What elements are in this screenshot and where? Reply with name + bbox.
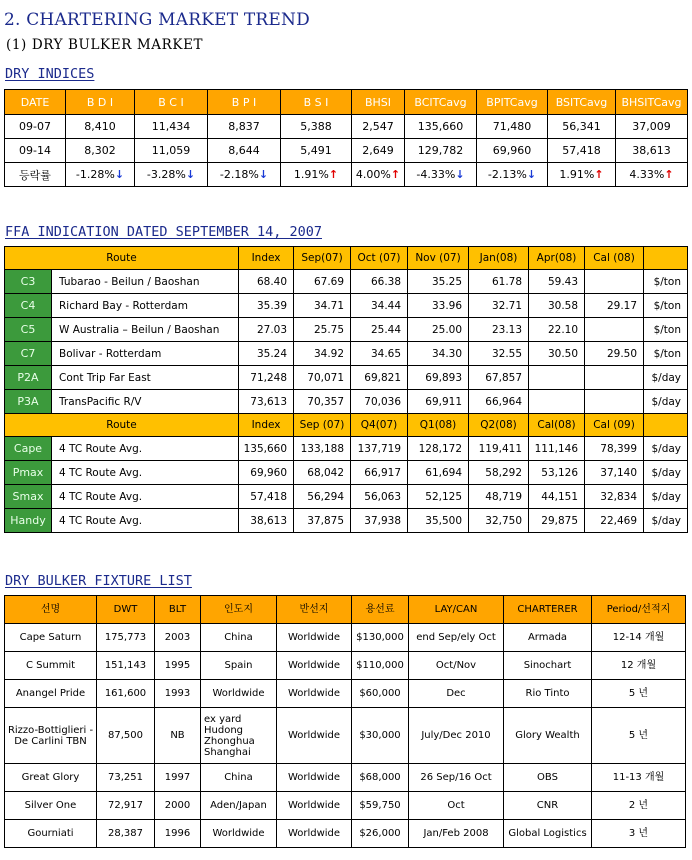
ffa-value: 78,399 — [585, 437, 644, 461]
down-arrow-icon: ↓ — [185, 168, 196, 181]
ffa-value: 111,146 — [529, 437, 585, 461]
ffa-value: 29,875 — [529, 509, 585, 533]
ffa-route-code: Smax — [5, 485, 52, 509]
ffa-header-cell: Nov (07) — [408, 247, 469, 270]
change-value: 1.91% — [293, 168, 329, 181]
fixture-cell: Rio Tinto — [504, 680, 592, 708]
ffa-route-code: C7 — [5, 342, 52, 366]
fixture-cell: $30,000 — [352, 708, 409, 764]
ffa-value: 56,294 — [294, 485, 351, 509]
ffa-value: 53,126 — [529, 461, 585, 485]
fixture-header-row — [5, 596, 686, 624]
fixture-row — [5, 624, 686, 652]
ffa-header-cell: Sep(07) — [294, 247, 351, 270]
ffa-route-name: W Australia – Beilun / Baoshan — [52, 318, 239, 342]
ffa-row — [5, 366, 688, 390]
ffa-header-cell: Index — [239, 247, 294, 270]
dry-indices-heading: DRY INDICES — [5, 66, 95, 82]
fixture-cell: Worldwide — [277, 820, 352, 848]
fixture-cell: Worldwide — [277, 792, 352, 820]
ffa-route-name: 4 TC Route Avg. — [52, 461, 239, 485]
ffa-value — [585, 366, 644, 390]
ffa-value: 29.17 — [585, 294, 644, 318]
fixture-cell: $60,000 — [352, 680, 409, 708]
fixture-header-cell: 선명 — [5, 596, 97, 624]
ffa-value: 27.03 — [239, 318, 294, 342]
ffa-value: 66,917 — [351, 461, 408, 485]
fixture-cell: Jan/Feb 2008 — [409, 820, 504, 848]
ffa-value — [585, 270, 644, 294]
ffa-heading: FFA INDICATION DATED SEPTEMBER 14, 2007 — [5, 224, 322, 240]
ffa-header-cell — [644, 414, 688, 437]
ffa-route-code: C4 — [5, 294, 52, 318]
ffa-route-name: Tubarao - Beilun / Baoshan — [52, 270, 239, 294]
ffa-value: 32,834 — [585, 485, 644, 509]
ffa-header-row-tc — [5, 414, 688, 437]
indices-cell: 37,009 — [616, 115, 688, 139]
indices-cell: 38,613 — [616, 139, 688, 163]
fixture-cell: C Summit — [5, 652, 97, 680]
fixture-cell: 1996 — [155, 820, 201, 848]
ffa-unit: $/ton — [644, 342, 688, 366]
indices-change-cell — [477, 163, 548, 187]
indices-change-cell — [66, 163, 135, 187]
fixture-cell: Silver One — [5, 792, 97, 820]
ffa-value: 133,188 — [294, 437, 351, 461]
ffa-route-name: Cont Trip Far East — [52, 366, 239, 390]
indices-row — [5, 139, 688, 163]
ffa-value: 66,964 — [469, 390, 529, 414]
indices-header-cell: BSITCavg — [548, 90, 616, 115]
fixture-cell: 72,917 — [97, 792, 155, 820]
ffa-value: 56,063 — [351, 485, 408, 509]
indices-cell: 71,480 — [477, 115, 548, 139]
ffa-header-cell: Q4(07) — [351, 414, 408, 437]
fixture-cell: 175,773 — [97, 624, 155, 652]
fixture-row — [5, 820, 686, 848]
ffa-header-cell: Q2(08) — [469, 414, 529, 437]
fixture-cell: Worldwide — [277, 624, 352, 652]
ffa-value: 58,292 — [469, 461, 529, 485]
fixture-cell: China — [201, 764, 277, 792]
ffa-header-cell: Cal (09) — [585, 414, 644, 437]
indices-change-cell — [352, 163, 405, 187]
fixture-cell: China — [201, 624, 277, 652]
fixture-cell: Glory Wealth — [504, 708, 592, 764]
fixture-cell: Global Logistics — [504, 820, 592, 848]
fixture-cell: $26,000 — [352, 820, 409, 848]
ffa-value: 32.55 — [469, 342, 529, 366]
fixture-header-cell: BLT — [155, 596, 201, 624]
ffa-value: 34.30 — [408, 342, 469, 366]
ffa-route-name: Bolivar - Rotterdam — [52, 342, 239, 366]
ffa-value: 61,694 — [408, 461, 469, 485]
indices-cell: 11,059 — [135, 139, 208, 163]
fixture-header-cell: 인도지 — [201, 596, 277, 624]
ffa-value — [585, 318, 644, 342]
fixture-header-cell: Period/선적지 — [592, 596, 686, 624]
ffa-header-cell: Q1(08) — [408, 414, 469, 437]
ffa-unit: $/ton — [644, 294, 688, 318]
fixture-cell: Worldwide — [277, 652, 352, 680]
page-subtitle: (1) DRY BULKER MARKET — [6, 37, 204, 53]
fixture-cell: 12 개월 — [592, 652, 686, 680]
ffa-value: 57,418 — [239, 485, 294, 509]
ffa-value: 70,357 — [294, 390, 351, 414]
fixture-header-cell: 용선료 — [352, 596, 409, 624]
ffa-header-cell: Route — [5, 247, 239, 270]
fixture-cell: 2000 — [155, 792, 201, 820]
fixture-cell: NB — [155, 708, 201, 764]
ffa-value: 38,613 — [239, 509, 294, 533]
indices-header-cell: BCITCavg — [405, 90, 477, 115]
ffa-value: 68,042 — [294, 461, 351, 485]
ffa-route-code: Pmax — [5, 461, 52, 485]
ffa-route-name: 4 TC Route Avg. — [52, 485, 239, 509]
fixture-row — [5, 792, 686, 820]
ffa-value: 34.65 — [351, 342, 408, 366]
ffa-unit: $/day — [644, 461, 688, 485]
indices-cell: 135,660 — [405, 115, 477, 139]
ffa-unit: $/day — [644, 366, 688, 390]
fixture-cell: Great Glory — [5, 764, 97, 792]
fixture-cell: $59,750 — [352, 792, 409, 820]
change-value: -4.33% — [416, 168, 456, 181]
indices-cell: 8,302 — [66, 139, 135, 163]
ffa-row — [5, 294, 688, 318]
ffa-row — [5, 318, 688, 342]
ffa-value: 67.69 — [294, 270, 351, 294]
fixture-cell: Worldwide — [201, 820, 277, 848]
indices-header-cell: B S I — [281, 90, 352, 115]
ffa-value: 35,500 — [408, 509, 469, 533]
fixture-cell: $68,000 — [352, 764, 409, 792]
fixture-header-cell: CHARTERER — [504, 596, 592, 624]
indices-header-cell: DATE — [5, 90, 66, 115]
indices-header-cell: BPITCavg — [477, 90, 548, 115]
ffa-value: 71,248 — [239, 366, 294, 390]
ffa-route-code: C5 — [5, 318, 52, 342]
change-value: 4.00% — [355, 168, 391, 181]
ffa-value: 30.58 — [529, 294, 585, 318]
ffa-row — [5, 437, 688, 461]
fixture-cell: Spain — [201, 652, 277, 680]
indices-cell: 09-14 — [5, 139, 66, 163]
ffa-value: 25.00 — [408, 318, 469, 342]
ffa-value: 33.96 — [408, 294, 469, 318]
fixture-cell: 11-13 개월 — [592, 764, 686, 792]
ffa-value: 29.50 — [585, 342, 644, 366]
ffa-route-name: 4 TC Route Avg. — [52, 509, 239, 533]
ffa-value: 25.44 — [351, 318, 408, 342]
fixture-cell: Gourniati — [5, 820, 97, 848]
ffa-value: 30.50 — [529, 342, 585, 366]
ffa-route-code: Handy — [5, 509, 52, 533]
indices-cell: 56,341 — [548, 115, 616, 139]
ffa-header-cell: Apr(08) — [529, 247, 585, 270]
down-arrow-icon: ↓ — [526, 168, 537, 181]
fixture-cell: 1993 — [155, 680, 201, 708]
change-value: -2.18% — [219, 168, 259, 181]
ffa-header-row — [5, 247, 688, 270]
fixture-cell: 1997 — [155, 764, 201, 792]
fixture-cell: 26 Sep/16 Oct — [409, 764, 504, 792]
page-title: 2. CHARTERING MARKET TREND — [4, 10, 310, 30]
ffa-value: 23.13 — [469, 318, 529, 342]
indices-cell: 5,388 — [281, 115, 352, 139]
fixture-cell: ex yard Hudong Zhonghua Shanghai — [201, 708, 277, 764]
ffa-header-cell: Index — [239, 414, 294, 437]
ffa-row — [5, 509, 688, 533]
fixture-cell: Anangel Pride — [5, 680, 97, 708]
fixture-row — [5, 764, 686, 792]
ffa-route-name: TransPacific R/V — [52, 390, 239, 414]
fixture-cell: Worldwide — [201, 680, 277, 708]
ffa-header-cell: Cal (08) — [585, 247, 644, 270]
ffa-value — [529, 390, 585, 414]
ffa-value: 59.43 — [529, 270, 585, 294]
ffa-value: 37,140 — [585, 461, 644, 485]
indices-cell: 57,418 — [548, 139, 616, 163]
ffa-value: 69,821 — [351, 366, 408, 390]
ffa-table — [4, 246, 688, 533]
fixture-cell: Oct/Nov — [409, 652, 504, 680]
indices-header-cell: B P I — [208, 90, 281, 115]
change-value: 1.91% — [559, 168, 595, 181]
ffa-route-code: P3A — [5, 390, 52, 414]
indices-cell: 09-07 — [5, 115, 66, 139]
fixture-cell: 161,600 — [97, 680, 155, 708]
ffa-row — [5, 342, 688, 366]
fixture-cell: Rizzo-Bottiglieri -De Carlini TBN — [5, 708, 97, 764]
ffa-unit: $/day — [644, 390, 688, 414]
fixture-cell: CNR — [504, 792, 592, 820]
fixture-cell: July/Dec 2010 — [409, 708, 504, 764]
ffa-value: 25.75 — [294, 318, 351, 342]
indices-header-cell: BHSI — [352, 90, 405, 115]
up-arrow-icon: ↑ — [328, 168, 339, 181]
fixture-table — [4, 595, 686, 848]
ffa-unit: $/day — [644, 437, 688, 461]
indices-row — [5, 115, 688, 139]
ffa-value: 70,036 — [351, 390, 408, 414]
indices-header-row — [5, 90, 688, 115]
ffa-value: 22,469 — [585, 509, 644, 533]
ffa-unit: $/day — [644, 509, 688, 533]
ffa-value: 32.71 — [469, 294, 529, 318]
indices-change-label: 등락률 — [5, 163, 66, 187]
indices-change-cell — [616, 163, 688, 187]
ffa-value: 34.71 — [294, 294, 351, 318]
indices-header-cell: B C I — [135, 90, 208, 115]
fixture-cell: Armada — [504, 624, 592, 652]
ffa-value: 35.24 — [239, 342, 294, 366]
indices-change-cell — [135, 163, 208, 187]
change-value: 4.33% — [629, 168, 665, 181]
indices-cell: 5,491 — [281, 139, 352, 163]
fixture-cell: 2003 — [155, 624, 201, 652]
indices-header-cell: B D I — [66, 90, 135, 115]
down-arrow-icon: ↓ — [455, 168, 465, 181]
ffa-route-code: P2A — [5, 366, 52, 390]
dry-indices-table — [4, 89, 688, 187]
ffa-value: 37,875 — [294, 509, 351, 533]
ffa-row — [5, 461, 688, 485]
ffa-value: 67,857 — [469, 366, 529, 390]
fixture-cell: OBS — [504, 764, 592, 792]
fixture-cell: Cape Saturn — [5, 624, 97, 652]
ffa-value: 35.25 — [408, 270, 469, 294]
indices-cell: 2,547 — [352, 115, 405, 139]
ffa-value: 69,893 — [408, 366, 469, 390]
fixture-cell: Dec — [409, 680, 504, 708]
up-arrow-icon: ↑ — [390, 168, 401, 181]
ffa-value: 69,911 — [408, 390, 469, 414]
change-value: -1.28% — [75, 168, 115, 181]
down-arrow-icon: ↓ — [114, 168, 125, 181]
fixture-cell: 151,143 — [97, 652, 155, 680]
fixture-cell: 5 년 — [592, 680, 686, 708]
indices-cell: 8,837 — [208, 115, 281, 139]
indices-change-cell — [405, 163, 477, 187]
fixture-cell: 87,500 — [97, 708, 155, 764]
change-value: -3.28% — [146, 168, 186, 181]
up-arrow-icon: ↑ — [594, 168, 604, 181]
ffa-unit: $/ton — [644, 318, 688, 342]
indices-header-cell: BHSITCavg — [616, 90, 688, 115]
ffa-value: 32,750 — [469, 509, 529, 533]
ffa-value: 35.39 — [239, 294, 294, 318]
fixture-header-cell: DWT — [97, 596, 155, 624]
ffa-row — [5, 485, 688, 509]
ffa-route-name: Richard Bay - Rotterdam — [52, 294, 239, 318]
ffa-value: 66.38 — [351, 270, 408, 294]
ffa-value: 48,719 — [469, 485, 529, 509]
fixture-cell: 2 년 — [592, 792, 686, 820]
ffa-row — [5, 270, 688, 294]
fixture-cell: 5 년 — [592, 708, 686, 764]
ffa-value — [529, 366, 585, 390]
down-arrow-icon: ↓ — [258, 168, 269, 181]
ffa-value: 34.92 — [294, 342, 351, 366]
ffa-value: 137,719 — [351, 437, 408, 461]
indices-change-cell — [548, 163, 616, 187]
fixture-cell: 28,387 — [97, 820, 155, 848]
fixture-cell: Worldwide — [277, 680, 352, 708]
ffa-row — [5, 390, 688, 414]
ffa-value: 61.78 — [469, 270, 529, 294]
ffa-value: 119,411 — [469, 437, 529, 461]
indices-change-cell — [281, 163, 352, 187]
ffa-unit: $/ton — [644, 270, 688, 294]
ffa-header-cell: Jan(08) — [469, 247, 529, 270]
ffa-value — [585, 390, 644, 414]
indices-change-cell — [208, 163, 281, 187]
fixture-list-heading: DRY BULKER FIXTURE LIST — [5, 573, 192, 589]
indices-cell: 8,644 — [208, 139, 281, 163]
ffa-header-cell: Route — [5, 414, 239, 437]
fixture-cell: 12-14 개월 — [592, 624, 686, 652]
indices-cell: 11,434 — [135, 115, 208, 139]
fixture-header-cell: LAY/CAN — [409, 596, 504, 624]
ffa-header-cell: Oct (07) — [351, 247, 408, 270]
indices-cell: 8,410 — [66, 115, 135, 139]
fixture-cell: Sinochart — [504, 652, 592, 680]
fixture-cell: 3 년 — [592, 820, 686, 848]
fixture-cell: 1995 — [155, 652, 201, 680]
fixture-header-cell: 반선지 — [277, 596, 352, 624]
ffa-value: 73,613 — [239, 390, 294, 414]
ffa-route-code: C3 — [5, 270, 52, 294]
ffa-value: 44,151 — [529, 485, 585, 509]
ffa-value: 128,172 — [408, 437, 469, 461]
fixture-row — [5, 680, 686, 708]
fixture-cell: $130,000 — [352, 624, 409, 652]
fixture-cell: Oct — [409, 792, 504, 820]
ffa-header-cell: Sep (07) — [294, 414, 351, 437]
ffa-value: 37,938 — [351, 509, 408, 533]
fixture-cell: Worldwide — [277, 764, 352, 792]
ffa-value: 52,125 — [408, 485, 469, 509]
up-arrow-icon: ↑ — [664, 168, 674, 181]
ffa-header-cell — [644, 247, 688, 270]
indices-cell: 2,649 — [352, 139, 405, 163]
ffa-value: 34.44 — [351, 294, 408, 318]
ffa-unit: $/day — [644, 485, 688, 509]
change-value: -2.13% — [487, 168, 527, 181]
fixture-cell: $110,000 — [352, 652, 409, 680]
indices-cell: 69,960 — [477, 139, 548, 163]
ffa-value: 135,660 — [239, 437, 294, 461]
ffa-value: 22.10 — [529, 318, 585, 342]
indices-change-row — [5, 163, 688, 187]
fixture-cell: Worldwide — [277, 708, 352, 764]
ffa-route-code: Cape — [5, 437, 52, 461]
fixture-row — [5, 708, 686, 764]
fixture-cell: 73,251 — [97, 764, 155, 792]
ffa-value: 69,960 — [239, 461, 294, 485]
ffa-header-cell: Cal(08) — [529, 414, 585, 437]
indices-cell: 129,782 — [405, 139, 477, 163]
fixture-cell: Aden/Japan — [201, 792, 277, 820]
ffa-value: 70,071 — [294, 366, 351, 390]
fixture-row — [5, 652, 686, 680]
ffa-route-name: 4 TC Route Avg. — [52, 437, 239, 461]
ffa-value: 68.40 — [239, 270, 294, 294]
fixture-cell: end Sep/ely Oct — [409, 624, 504, 652]
